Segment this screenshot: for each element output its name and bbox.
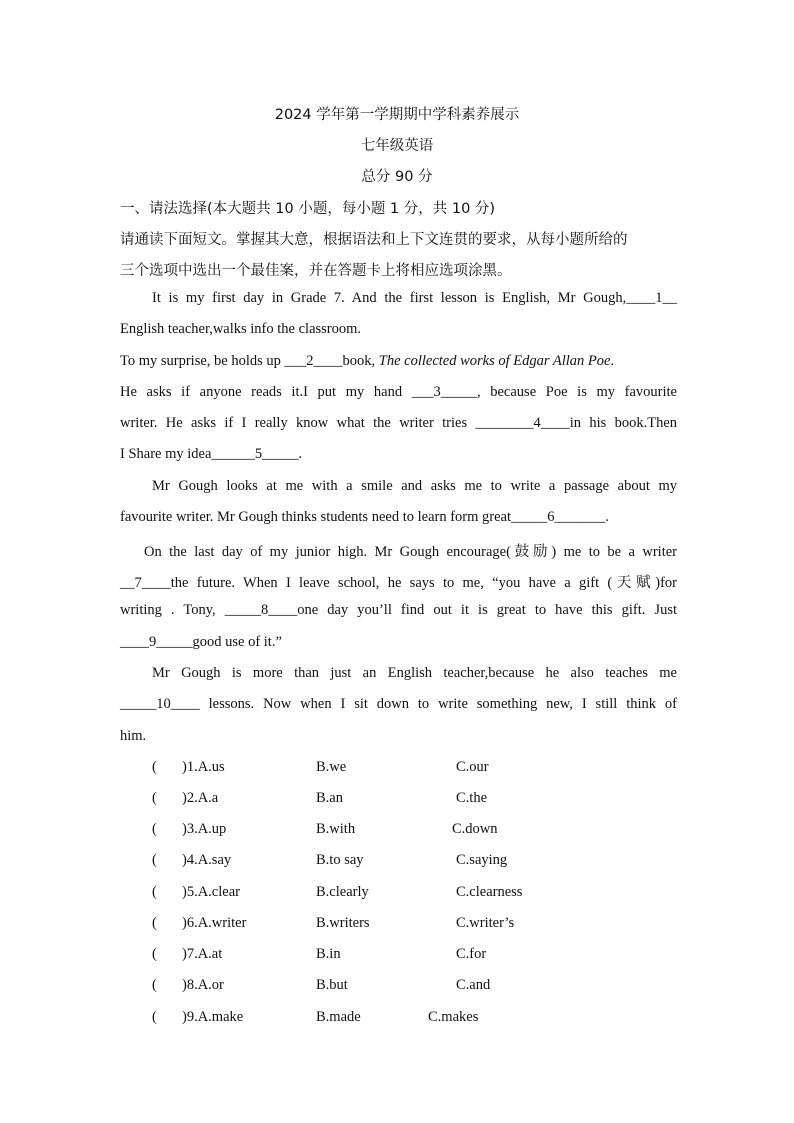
option-b: B.with — [316, 821, 356, 837]
passage-line: writer. He asks if I really know what the writer tries ________4____in his book.Then — [120, 415, 677, 431]
option-c: C.our — [456, 759, 489, 775]
exam-total-score: 总分 90 分 — [361, 169, 433, 185]
passage-text: To my surprise, be holds up ___2____book, — [120, 353, 379, 369]
option-c: C.makes — [428, 1009, 479, 1025]
passage-line — [120, 353, 614, 370]
option-a: )8.A.or — [182, 977, 224, 993]
passage-line: ____9_____good use of it.” — [120, 634, 282, 650]
option-b: B.made — [316, 1009, 361, 1025]
option-b: B.in — [316, 946, 341, 962]
passage-line: favourite writer. Mr Gough thinks students need to learn form great_____6_______. — [120, 509, 609, 525]
answer-bracket[interactable]: ( — [152, 884, 157, 900]
passage-line: him. — [120, 728, 147, 744]
passage-line: _____10____ lessons. Now when I sit down to write something new, I still think of — [120, 696, 677, 712]
option-a: )3.A.up — [182, 821, 227, 837]
option-c: C.saying — [456, 852, 508, 868]
passage-line: English teacher,walks info the classroom. — [120, 321, 362, 337]
section-instruction-line-2: 三个选项中选出一个最佳案，并在答题卡上将相应选项涂黑。 — [120, 263, 512, 279]
answer-bracket[interactable]: ( — [152, 977, 157, 993]
passage-line: I Share my idea______5_____. — [120, 446, 303, 462]
option-c: C.clearness — [456, 884, 523, 900]
exam-subject: 七年级英语 — [360, 138, 434, 154]
option-a: )2.A.a — [182, 790, 219, 806]
option-b: B.but — [316, 977, 348, 993]
answer-bracket[interactable]: ( — [152, 759, 157, 775]
option-b: B.to say — [316, 852, 364, 868]
option-b: B.we — [316, 759, 347, 775]
option-a: )1.A.us — [182, 759, 225, 775]
section-instruction-line-1: 请通读下面短文。掌握其大意，根据语法和上下文连贯的要求，从每小题所给的 — [120, 232, 628, 248]
option-a: )7.A.at — [182, 946, 223, 962]
option-a: )6.A.writer — [182, 915, 247, 931]
option-b: B.clearly — [316, 884, 369, 900]
option-c: C.the — [456, 790, 488, 806]
passage-line: Mr Gough is more than just an English teacher,because he also teaches me — [152, 665, 677, 681]
book-title: The collected works of Edgar Allan Poe — [378, 353, 611, 369]
passage-line: __7____the future. When I leave school, he says to me, “you have a gift (天赋)for — [120, 575, 677, 591]
answer-bracket[interactable]: ( — [152, 915, 157, 931]
option-c: C.for — [456, 946, 487, 962]
option-b: B.writers — [316, 915, 370, 931]
passage-line: writing . Tony, _____8____one day you’ll find out it is great to have this gift. Just — [120, 602, 677, 618]
section-heading: 一、请法选择(本大题共 10 小题，每小题 1 分，共 10 分) — [120, 201, 496, 217]
option-c: C.writer’s — [456, 915, 515, 931]
option-c: C.down — [452, 821, 498, 837]
answer-bracket[interactable]: ( — [152, 1009, 157, 1025]
answer-bracket[interactable]: ( — [152, 790, 157, 806]
answer-bracket[interactable]: ( — [152, 821, 157, 837]
option-b: B.an — [316, 790, 343, 806]
option-a: )5.A.clear — [182, 884, 240, 900]
option-a: )9.A.make — [182, 1009, 244, 1025]
passage-line: On the last day of my junior high. Mr Gough encourage(鼓励) me to be a writer — [144, 544, 677, 560]
passage-line: It is my first day in Grade 7. And the first lesson is English, Mr Gough,____1__ — [152, 290, 677, 306]
option-a: )4.A.say — [182, 852, 232, 868]
passage-line: Mr Gough looks at me with a smile and asks me to write a passage about my — [152, 478, 677, 494]
option-c: C.and — [456, 977, 491, 993]
answer-bracket[interactable]: ( — [152, 946, 157, 962]
answer-bracket[interactable]: ( — [152, 852, 157, 868]
exam-title: 2024 学年第一学期期中学科素养展示 — [274, 107, 520, 123]
passage-line: He asks if anyone reads it.I put my hand ___3_____, because Poe is my favourite — [120, 384, 677, 400]
passage-text: . — [610, 353, 615, 369]
